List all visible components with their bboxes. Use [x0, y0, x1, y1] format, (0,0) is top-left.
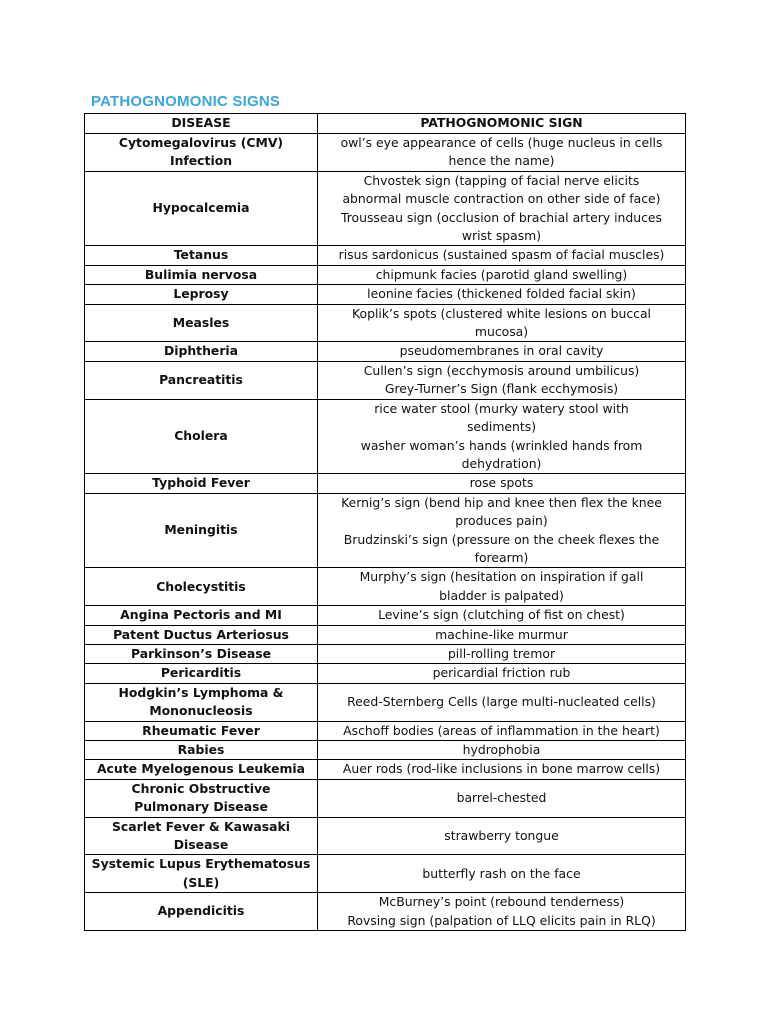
sign-text: Reed-Sternberg Cells (large multi-nucleated cells) [347, 693, 656, 709]
table-row [85, 361, 686, 399]
sign-text: Murphy’s sign (hesitation on inspiration if gall [359, 569, 644, 585]
sign-text: barrel-chested [456, 790, 547, 806]
sign-cell [318, 304, 686, 342]
column-header-sign: PATHOGNOMONIC SIGN [318, 114, 686, 134]
sign-text: Aschoff bodies (areas of inflammation in the heart) [343, 722, 660, 738]
sign-text: butterfly rash on the face [422, 865, 581, 881]
table-row [85, 721, 686, 740]
sign-text: Trousseau sign (occlusion of brachial artery induces [340, 209, 663, 225]
table-row [85, 285, 686, 304]
disease-cell [85, 246, 318, 265]
sign-text: Chvostek sign (tapping of facial nerve elicits [363, 172, 640, 188]
sign-cell [318, 285, 686, 304]
sign-text: pericardial friction rub [432, 665, 571, 681]
sign-cell [318, 568, 686, 606]
disease-name: Infection [169, 153, 233, 169]
disease-cell [85, 779, 318, 817]
sign-text: Kernig’s sign (bend hip and knee then flex the knee [341, 494, 662, 510]
table-row [85, 817, 686, 855]
disease-name: Acute Myelogenous Leukemia [96, 761, 306, 777]
sign-cell [318, 855, 686, 893]
table-row [85, 265, 686, 284]
disease-name: Tetanus [173, 247, 229, 263]
disease-cell [85, 265, 318, 284]
disease-name: Hypocalcemia [152, 200, 250, 216]
sign-text: pseudomembranes in oral cavity [399, 343, 604, 359]
sign-text: wrist spasm) [461, 228, 542, 244]
sign-cell [318, 361, 686, 399]
disease-cell [85, 134, 318, 172]
disease-cell [85, 171, 318, 246]
disease-name: (SLE) [182, 874, 220, 890]
sign-cell [318, 265, 686, 284]
sign-text: rose spots [469, 475, 534, 491]
disease-cell [85, 644, 318, 663]
sign-cell [318, 683, 686, 721]
sign-cell [318, 664, 686, 683]
table-row [85, 399, 686, 474]
table-row [85, 493, 686, 568]
sign-text: mucosa) [474, 324, 529, 340]
column-header-disease: DISEASE [85, 114, 318, 134]
disease-cell [85, 760, 318, 779]
disease-name: Typhoid Fever [152, 475, 250, 491]
sign-text: dehydration) [461, 455, 542, 471]
table-row [85, 855, 686, 893]
sign-text: rice water stool (murky watery stool with [374, 400, 629, 416]
disease-name: Parkinson’s Disease [130, 645, 272, 661]
disease-name: Disease [173, 837, 229, 853]
disease-name: Bulimia nervosa [144, 266, 258, 282]
disease-name: Cholecystitis [156, 578, 246, 594]
disease-cell [85, 683, 318, 721]
table-row [85, 568, 686, 606]
page-title: PATHOGNOMONIC SIGNS [91, 93, 281, 110]
sign-text: chipmunk facies (parotid gland swelling) [375, 266, 628, 282]
disease-cell [85, 493, 318, 568]
disease-cell [85, 625, 318, 644]
table-row [85, 246, 686, 265]
table-row [85, 664, 686, 683]
sign-text: pill-rolling tremor [447, 645, 556, 661]
disease-name: Rabies [177, 742, 225, 757]
disease-cell [85, 304, 318, 342]
sign-cell [318, 741, 686, 760]
table-body [85, 134, 686, 931]
sign-text: Levine’s sign (clutching of fist on chest) [378, 607, 625, 623]
disease-cell [85, 893, 318, 931]
table-row [85, 683, 686, 721]
table-header-row [85, 114, 686, 134]
table-row [85, 644, 686, 663]
disease-name: Scarlet Fever & Kawasaki [111, 818, 290, 834]
sign-text: Brudzinski’s sign (pressure on the cheek flexes the [343, 531, 660, 547]
disease-name: Cytomegalovirus (CMV) [118, 135, 284, 150]
disease-cell [85, 606, 318, 625]
sign-text: machine-like murmur [435, 626, 568, 642]
disease-name: Systemic Lupus Erythematosus [91, 856, 311, 872]
disease-cell [85, 399, 318, 474]
sign-text: Grey-Turner’s Sign (flank ecchymosis) [384, 381, 619, 397]
disease-name: Cholera [174, 428, 228, 444]
sign-text: leonine facies (thickened folded facial skin) [367, 286, 636, 302]
sign-cell [318, 721, 686, 740]
table-row [85, 741, 686, 760]
disease-cell [85, 474, 318, 493]
sign-text: Auer rods (rod-like inclusions in bone marrow cells) [342, 761, 661, 777]
table-row [85, 342, 686, 361]
disease-cell [85, 741, 318, 760]
sign-cell [318, 474, 686, 493]
sign-cell [318, 493, 686, 568]
sign-text: strawberry tongue [444, 827, 559, 843]
disease-name: Pericarditis [160, 665, 242, 681]
disease-cell [85, 342, 318, 361]
disease-cell [85, 817, 318, 855]
table-row [85, 134, 686, 172]
table-row [85, 625, 686, 644]
disease-name: Hodgkin’s Lymphoma & [118, 684, 284, 700]
sign-cell [318, 606, 686, 625]
sign-text: abnormal muscle contraction on other side of face) [342, 191, 661, 207]
sign-text: hence the name) [448, 153, 555, 169]
sign-cell [318, 893, 686, 931]
sign-cell [318, 779, 686, 817]
disease-cell [85, 855, 318, 893]
sign-cell [318, 246, 686, 265]
sign-text: owl’s eye appearance of cells (huge nucleus in cells [340, 135, 663, 150]
table-row [85, 760, 686, 779]
sign-cell [318, 342, 686, 361]
disease-name: Pancreatitis [159, 372, 243, 388]
sign-text: risus sardonicus (sustained spasm of facial muscles) [338, 247, 665, 263]
sign-cell [318, 644, 686, 663]
sign-cell [318, 171, 686, 246]
disease-name: Rheumatic Fever [142, 722, 260, 738]
disease-name: Leprosy [173, 286, 229, 302]
table-row [85, 304, 686, 342]
sign-cell [318, 817, 686, 855]
disease-cell [85, 285, 318, 304]
disease-name: Appendicitis [157, 903, 245, 919]
disease-name: Chronic Obstructive [131, 780, 271, 796]
disease-name: Patent Ductus Arteriosus [113, 626, 289, 642]
disease-cell [85, 361, 318, 399]
table-row [85, 893, 686, 931]
sign-text: Koplik’s spots (clustered white lesions on buccal [351, 305, 652, 321]
sign-text: McBurney’s point (rebound tenderness) [378, 894, 625, 910]
sign-cell [318, 760, 686, 779]
sign-cell [318, 399, 686, 474]
sign-text: hydrophobia [462, 742, 541, 757]
disease-name: Angina Pectoris and MI [120, 607, 282, 623]
sign-text: produces pain) [455, 513, 548, 529]
sign-cell [318, 134, 686, 172]
table-row [85, 474, 686, 493]
pathognomonic-signs-table [84, 113, 686, 931]
disease-name: Mononucleosis [149, 703, 253, 719]
disease-name: Diphtheria [163, 343, 239, 359]
disease-cell [85, 568, 318, 606]
disease-cell [85, 664, 318, 683]
sign-text: bladder is palpated) [439, 587, 564, 603]
sign-cell [318, 625, 686, 644]
disease-name: Meningitis [164, 522, 238, 538]
table-row [85, 606, 686, 625]
sign-text: Cullen’s sign (ecchymosis around umbilicus) [363, 362, 640, 378]
table-row [85, 171, 686, 246]
sign-text: sediments) [466, 419, 537, 435]
disease-cell [85, 721, 318, 740]
sign-text: Rovsing sign (palpation of LLQ elicits pain in RLQ) [347, 912, 656, 928]
sign-text: forearm) [474, 549, 529, 565]
sign-text: washer woman’s hands (wrinkled hands from [360, 437, 643, 453]
disease-name: Measles [172, 314, 230, 330]
disease-name: Pulmonary Disease [134, 799, 268, 815]
table-row [85, 779, 686, 817]
